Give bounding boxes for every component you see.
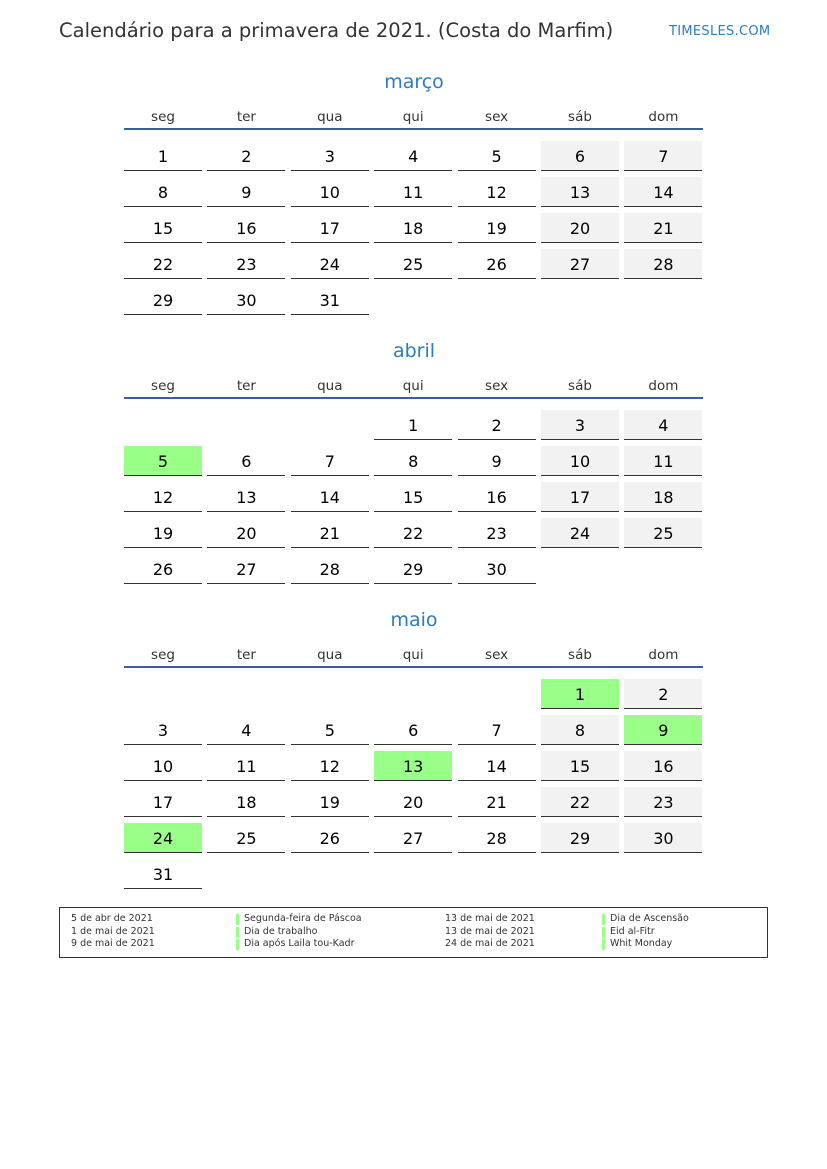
legend-date: 13 de mai de 2021 (445, 925, 535, 937)
day-cell[interactable]: 23 (458, 518, 536, 548)
day-cell[interactable]: 23 (207, 249, 285, 279)
legend-date: 9 de mai de 2021 (71, 938, 155, 949)
day-cell[interactable]: 12 (124, 482, 202, 512)
day-cell[interactable]: 21 (624, 213, 702, 243)
day-cell[interactable]: 8 (541, 715, 619, 745)
day-cell[interactable]: 17 (541, 482, 619, 512)
day-cell[interactable]: 3 (124, 715, 202, 745)
day-cell[interactable]: 12 (458, 177, 536, 207)
day-cell[interactable]: 27 (207, 554, 285, 584)
weekday-header: qua (317, 647, 343, 663)
day-cell[interactable]: 1 (124, 141, 202, 171)
holiday-day-cell[interactable]: 9 (624, 715, 702, 745)
day-cell[interactable]: 17 (291, 213, 369, 243)
day-cell[interactable]: 29 (541, 823, 619, 853)
day-cell[interactable]: 18 (207, 787, 285, 817)
day-cell[interactable]: 20 (374, 787, 452, 817)
day-cell[interactable]: 14 (624, 177, 702, 207)
legend-holiday-name: Dia de trabalho (244, 925, 318, 937)
legend-holiday-name: Whit Monday (610, 938, 673, 949)
weekday-header: ter (236, 109, 256, 125)
day-cell[interactable]: 4 (374, 141, 452, 171)
day-cell[interactable]: 11 (374, 177, 452, 207)
day-cell[interactable]: 4 (207, 715, 285, 745)
day-cell[interactable]: 19 (124, 518, 202, 548)
legend-date: 13 de mai de 2021 (445, 913, 535, 924)
day-cell[interactable]: 27 (541, 249, 619, 279)
weekday-header: qui (402, 109, 424, 125)
day-cell[interactable]: 25 (624, 518, 702, 548)
day-cell[interactable]: 8 (374, 446, 452, 476)
weekday-header: qua (317, 109, 343, 125)
day-cell[interactable]: 15 (374, 482, 452, 512)
day-cell[interactable]: 30 (624, 823, 702, 853)
day-cell[interactable]: 23 (624, 787, 702, 817)
legend-color-swatch (236, 939, 239, 950)
day-cell[interactable]: 30 (458, 554, 536, 584)
weekday-header: ter (236, 378, 256, 394)
day-cell[interactable]: 11 (624, 446, 702, 476)
legend-color-swatch (602, 939, 605, 950)
day-cell[interactable]: 3 (541, 410, 619, 440)
day-cell[interactable]: 16 (458, 482, 536, 512)
weekday-header: seg (151, 647, 175, 663)
day-cell[interactable]: 10 (541, 446, 619, 476)
weekday-header: sex (485, 109, 509, 125)
legend-date: 1 de mai de 2021 (71, 925, 155, 937)
legend-date: 5 de abr de 2021 (71, 913, 153, 924)
day-cell[interactable]: 7 (624, 141, 702, 171)
day-cell[interactable]: 18 (624, 482, 702, 512)
day-cell[interactable]: 27 (374, 823, 452, 853)
day-cell[interactable]: 2 (207, 141, 285, 171)
day-cell[interactable]: 30 (207, 285, 285, 315)
day-cell[interactable]: 21 (458, 787, 536, 817)
legend-color-swatch (236, 927, 239, 938)
weekday-header: qui (402, 378, 424, 394)
day-cell[interactable]: 16 (207, 213, 285, 243)
day-cell[interactable]: 4 (624, 410, 702, 440)
month-name: abril (392, 340, 436, 362)
day-cell[interactable]: 15 (541, 751, 619, 781)
day-cell[interactable]: 2 (624, 679, 702, 709)
legend-color-swatch (236, 914, 239, 925)
day-cell[interactable]: 26 (124, 554, 202, 584)
day-cell[interactable]: 11 (207, 751, 285, 781)
legend-holiday-name: Dia após Laila tou-Kadr (244, 938, 355, 949)
day-cell[interactable]: 10 (291, 177, 369, 207)
day-cell[interactable]: 20 (207, 518, 285, 548)
weekday-header: sex (485, 378, 509, 394)
day-cell[interactable]: 13 (541, 177, 619, 207)
day-cell[interactable]: 29 (374, 554, 452, 584)
day-cell[interactable]: 19 (291, 787, 369, 817)
weekday-header: sáb (568, 647, 592, 663)
day-cell[interactable]: 15 (124, 213, 202, 243)
holiday-legend (59, 907, 768, 958)
day-cell[interactable]: 22 (124, 249, 202, 279)
holiday-day-cell[interactable]: 13 (374, 751, 452, 781)
weekday-header: dom (648, 109, 679, 125)
day-cell[interactable]: 19 (458, 213, 536, 243)
day-cell[interactable]: 31 (291, 285, 369, 315)
day-cell[interactable]: 5 (458, 141, 536, 171)
day-cell[interactable]: 14 (291, 482, 369, 512)
day-cell[interactable]: 3 (291, 141, 369, 171)
day-cell[interactable]: 16 (624, 751, 702, 781)
day-cell[interactable]: 24 (541, 518, 619, 548)
day-cell[interactable]: 28 (458, 823, 536, 853)
day-cell[interactable]: 25 (374, 249, 452, 279)
day-cell[interactable]: 26 (291, 823, 369, 853)
day-cell[interactable]: 28 (291, 554, 369, 584)
legend-holiday-name: Segunda-feira de Páscoa (244, 913, 362, 924)
weekday-rule (124, 128, 703, 130)
day-cell[interactable]: 29 (124, 285, 202, 315)
day-cell[interactable]: 20 (541, 213, 619, 243)
day-cell[interactable]: 2 (458, 410, 536, 440)
day-cell[interactable]: 10 (124, 751, 202, 781)
day-cell[interactable]: 1 (374, 410, 452, 440)
day-cell[interactable]: 7 (291, 446, 369, 476)
day-cell[interactable]: 28 (624, 249, 702, 279)
page-title: Calendário para a primavera de 2021. (Costa do Marfim) (59, 19, 614, 42)
day-cell[interactable]: 5 (291, 715, 369, 745)
weekday-header: sex (485, 647, 509, 663)
weekday-rule (124, 666, 703, 668)
day-cell[interactable]: 17 (124, 787, 202, 817)
day-cell[interactable]: 26 (458, 249, 536, 279)
day-cell[interactable]: 31 (124, 859, 202, 889)
day-cell[interactable]: 12 (291, 751, 369, 781)
legend-color-swatch (602, 927, 605, 938)
day-cell[interactable]: 6 (374, 715, 452, 745)
legend-holiday-name: Eid al-Fitr (610, 925, 655, 937)
day-cell[interactable]: 8 (124, 177, 202, 207)
day-cell[interactable]: 18 (374, 213, 452, 243)
weekday-header: qua (317, 378, 343, 394)
day-cell[interactable]: 21 (291, 518, 369, 548)
legend-holiday-name: Dia de Ascensão (610, 913, 689, 924)
weekday-header: dom (648, 647, 679, 663)
weekday-header: dom (648, 378, 679, 394)
day-cell[interactable]: 13 (207, 482, 285, 512)
day-cell[interactable]: 9 (207, 177, 285, 207)
holiday-day-cell[interactable]: 1 (541, 679, 619, 709)
day-cell[interactable]: 25 (207, 823, 285, 853)
holiday-day-cell[interactable]: 24 (124, 823, 202, 853)
day-cell[interactable]: 6 (541, 141, 619, 171)
day-cell[interactable]: 22 (374, 518, 452, 548)
holiday-day-cell[interactable]: 5 (124, 446, 202, 476)
weekday-header: qui (402, 647, 424, 663)
legend-date: 24 de mai de 2021 (445, 938, 535, 949)
day-cell[interactable]: 7 (458, 715, 536, 745)
day-cell[interactable]: 9 (458, 446, 536, 476)
weekday-header: sáb (568, 109, 592, 125)
day-cell[interactable]: 22 (541, 787, 619, 817)
brand-link[interactable]: TIMESLES.COM (669, 24, 771, 39)
legend-color-swatch (602, 914, 605, 925)
weekday-header: seg (151, 109, 175, 125)
month-name: maio (390, 609, 438, 631)
weekday-header: seg (151, 378, 175, 394)
weekday-header: sáb (568, 378, 592, 394)
day-cell[interactable]: 6 (207, 446, 285, 476)
day-cell[interactable]: 14 (458, 751, 536, 781)
month-name: março (384, 71, 444, 93)
weekday-rule (124, 397, 703, 399)
day-cell[interactable]: 24 (291, 249, 369, 279)
weekday-header: ter (236, 647, 256, 663)
